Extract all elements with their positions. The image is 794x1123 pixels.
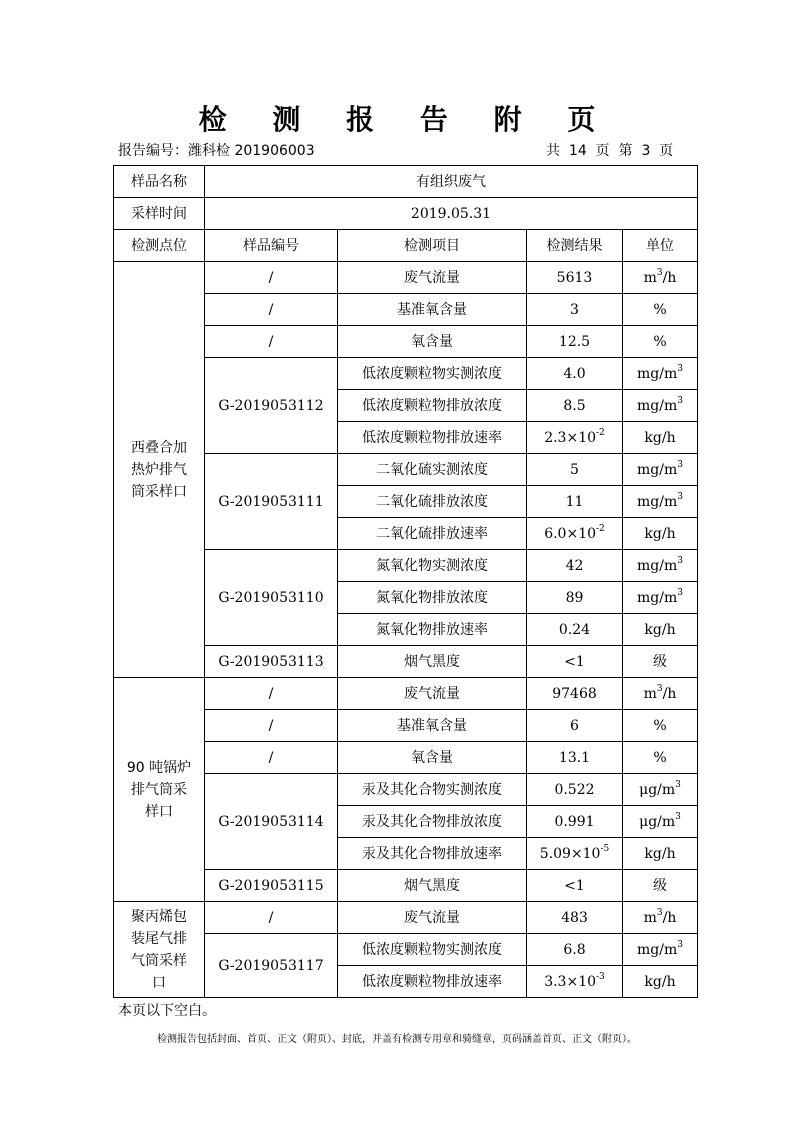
- test-item: 废气流量: [338, 262, 527, 294]
- unit-base: 级: [653, 653, 667, 670]
- unit: [623, 390, 698, 422]
- test-item: 氮氧化物排放速率: [338, 614, 527, 646]
- current-page: 3: [641, 143, 651, 159]
- unit: [623, 262, 698, 294]
- result-exponent: -2: [596, 523, 605, 534]
- test-item: 氧含量: [338, 326, 527, 358]
- unit-base: %: [653, 333, 667, 350]
- unit: [623, 870, 698, 902]
- unit-base: kg/h: [644, 973, 676, 990]
- unit: [623, 326, 698, 358]
- unit-exponent: 3: [656, 907, 663, 918]
- test-result: <1: [527, 646, 623, 678]
- header-result: 检测结果: [527, 230, 623, 262]
- sample-id: /: [205, 678, 338, 710]
- unit-base: %: [653, 749, 667, 766]
- table-row: [114, 902, 698, 934]
- unit-base: mg/m: [637, 557, 678, 574]
- unit: [623, 678, 698, 710]
- test-result: [527, 422, 623, 454]
- result-mantissa: 3.3×10: [544, 973, 597, 990]
- sample-id: G-2019053110: [205, 550, 338, 646]
- test-item: 低浓度颗粒物排放速率: [338, 966, 527, 998]
- sample-id: G-2019053111: [205, 454, 338, 550]
- report-title: 检 测 报 告 附 页: [198, 103, 614, 136]
- test-result: 6: [527, 710, 623, 742]
- unit-exponent: 3: [656, 683, 663, 694]
- unit: [623, 838, 698, 870]
- sample-id: /: [205, 294, 338, 326]
- test-result: 3: [527, 294, 623, 326]
- unit-base: mg/m: [637, 397, 678, 414]
- results-table: [113, 165, 698, 998]
- unit: [623, 294, 698, 326]
- result-mantissa: 6.0×10: [544, 525, 597, 542]
- table-row: [114, 262, 698, 294]
- footnote: 检测报告包括封面、首页、正文（附页）、封底，并盖有检测专用章和骑缝章，页码涵盖首页、正文（附页）。: [157, 1034, 637, 1045]
- sample-id: /: [205, 262, 338, 294]
- sample-id: /: [205, 710, 338, 742]
- unit-base: kg/h: [644, 429, 676, 446]
- result-exponent: -3: [596, 971, 605, 982]
- test-item: 氧含量: [338, 742, 527, 774]
- test-result: 0.522: [527, 774, 623, 806]
- unit: [623, 742, 698, 774]
- test-result: 483: [527, 902, 623, 934]
- page-unit: 页: [595, 143, 610, 159]
- unit: [623, 486, 698, 518]
- unit-exponent: 3: [677, 459, 683, 470]
- unit-base: mg/m: [637, 941, 678, 958]
- header-unit: 单位: [623, 230, 698, 262]
- unit: [623, 902, 698, 934]
- test-result: 4.0: [527, 358, 623, 390]
- test-item: 低浓度颗粒物实测浓度: [338, 934, 527, 966]
- test-result: 6.8: [527, 934, 623, 966]
- test-result: 97468: [527, 678, 623, 710]
- sample-id: /: [205, 902, 338, 934]
- test-item: 烟气黑度: [338, 870, 527, 902]
- test-item: 二氧化硫排放浓度: [338, 486, 527, 518]
- header-point: 检测点位: [114, 230, 205, 262]
- unit-base: m: [643, 269, 657, 286]
- unit: [623, 582, 698, 614]
- unit: [623, 422, 698, 454]
- unit-tail: /h: [662, 269, 677, 286]
- test-item: 氮氧化物实测浓度: [338, 550, 527, 582]
- test-item: 烟气黑度: [338, 646, 527, 678]
- unit-exponent: 3: [677, 363, 683, 374]
- sampling-point: 聚丙烯包装尾气排气筒采样口: [114, 902, 205, 998]
- unit: [623, 646, 698, 678]
- test-item: 汞及其化合物排放浓度: [338, 806, 527, 838]
- header-item: 检测项目: [338, 230, 527, 262]
- sample-name-label: 样品名称: [114, 166, 205, 198]
- test-result: [527, 518, 623, 550]
- test-item: 氮氧化物排放浓度: [338, 582, 527, 614]
- test-item: 汞及其化合物排放速率: [338, 838, 527, 870]
- unit: [623, 518, 698, 550]
- unit-exponent: 3: [677, 491, 683, 502]
- unit-exponent: 3: [677, 939, 683, 950]
- unit: [623, 550, 698, 582]
- result-exponent: -2: [596, 427, 605, 438]
- unit-base: m: [643, 685, 657, 702]
- total-label: 共: [546, 143, 560, 159]
- unit-exponent: 3: [677, 555, 683, 566]
- page-unit-2: 页: [659, 143, 674, 159]
- sampling-time-label: 采样时间: [114, 198, 205, 230]
- unit-tail: /h: [662, 909, 677, 926]
- unit: [623, 774, 698, 806]
- unit-tail: /h: [662, 685, 677, 702]
- unit-base: kg/h: [644, 525, 676, 542]
- unit: [623, 934, 698, 966]
- page-indicator: [546, 140, 673, 160]
- unit-exponent: 3: [677, 395, 683, 406]
- unit-base: %: [653, 301, 667, 318]
- unit-exponent: 3: [656, 267, 663, 278]
- unit-base: μg/m: [639, 813, 676, 830]
- unit-base: kg/h: [644, 845, 676, 862]
- test-result: 0.991: [527, 806, 623, 838]
- test-result: 89: [527, 582, 623, 614]
- sample-name-value: 有组织废气: [205, 166, 698, 198]
- unit-base: mg/m: [637, 589, 678, 606]
- test-item: 低浓度颗粒物排放速率: [338, 422, 527, 454]
- test-item: 二氧化硫排放速率: [338, 518, 527, 550]
- report-number: 报告编号：潍科检 201906003: [118, 143, 315, 159]
- test-result: 42: [527, 550, 623, 582]
- unit: [623, 358, 698, 390]
- test-item: 基准氧含量: [338, 294, 527, 326]
- unit-exponent: 3: [675, 811, 681, 822]
- test-result: [527, 838, 623, 870]
- sample-id: G-2019053113: [205, 646, 338, 678]
- unit-base: mg/m: [637, 461, 678, 478]
- unit-base: %: [653, 717, 667, 734]
- test-item: 废气流量: [338, 678, 527, 710]
- test-item: 废气流量: [338, 902, 527, 934]
- unit-base: μg/m: [639, 781, 676, 798]
- test-result: 12.5: [527, 326, 623, 358]
- sampling-point: 90 吨锅炉排气筒采样口: [114, 678, 205, 902]
- test-item: 二氧化硫实测浓度: [338, 454, 527, 486]
- blank-note: 本页以下空白。: [118, 1003, 216, 1019]
- unit: [623, 614, 698, 646]
- unit-base: mg/m: [637, 493, 678, 510]
- sample-id: G-2019053112: [205, 358, 338, 454]
- test-item: 低浓度颗粒物实测浓度: [338, 358, 527, 390]
- sampling-time-row: [114, 198, 698, 230]
- test-result: 0.24: [527, 614, 623, 646]
- sample-name-row: [114, 166, 698, 198]
- unit: [623, 806, 698, 838]
- sample-id: /: [205, 326, 338, 358]
- header-sample-id: 样品编号: [205, 230, 338, 262]
- unit-base: m: [643, 909, 657, 926]
- test-result: [527, 966, 623, 998]
- test-item: 汞及其化合物实测浓度: [338, 774, 527, 806]
- sampling-point: 西叠合加热炉排气筒采样口: [114, 262, 205, 678]
- unit-exponent: 3: [677, 587, 683, 598]
- test-result: 8.5: [527, 390, 623, 422]
- unit-base: 级: [653, 877, 667, 894]
- unit: [623, 454, 698, 486]
- test-result: 5: [527, 454, 623, 486]
- unit-base: kg/h: [644, 621, 676, 638]
- test-item: 低浓度颗粒物排放浓度: [338, 390, 527, 422]
- test-result: 13.1: [527, 742, 623, 774]
- test-item: 基准氧含量: [338, 710, 527, 742]
- total-pages: 14: [568, 143, 587, 159]
- unit-exponent: 3: [675, 779, 681, 790]
- page-label: 第: [618, 143, 633, 159]
- sample-id: G-2019053115: [205, 870, 338, 902]
- sampling-time-value: 2019.05.31: [205, 198, 698, 230]
- test-result: 11: [527, 486, 623, 518]
- unit-base: mg/m: [637, 365, 678, 382]
- sample-id: G-2019053117: [205, 934, 338, 998]
- test-result: <1: [527, 870, 623, 902]
- unit: [623, 966, 698, 998]
- table-row: [114, 678, 698, 710]
- unit: [623, 710, 698, 742]
- result-mantissa: 2.3×10: [544, 429, 597, 446]
- column-header-row: [114, 230, 698, 262]
- sample-id: /: [205, 742, 338, 774]
- result-mantissa: 5.09×10: [539, 845, 601, 862]
- sample-id: G-2019053114: [205, 774, 338, 870]
- data-rows: [114, 262, 698, 998]
- test-result: 5613: [527, 262, 623, 294]
- result-exponent: -5: [600, 843, 610, 854]
